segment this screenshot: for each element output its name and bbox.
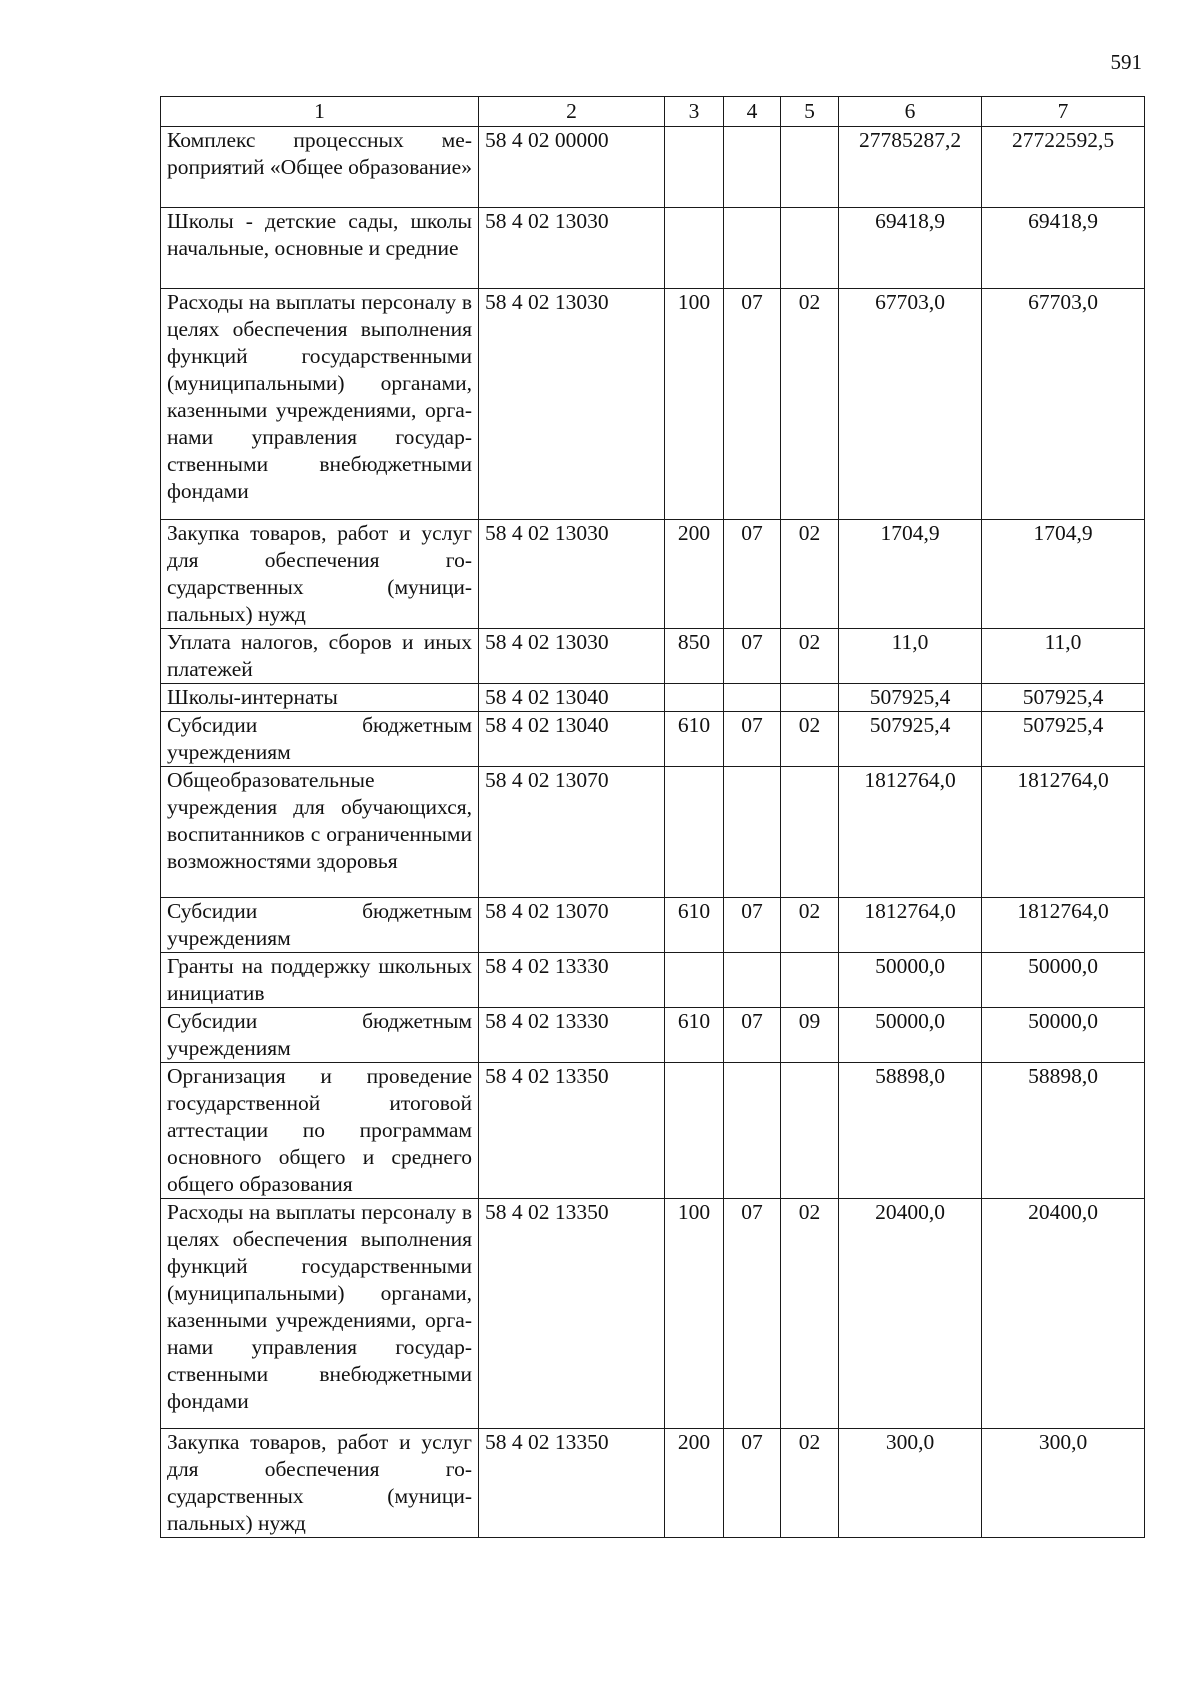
- row-sum1-cell: 507925,4: [839, 712, 982, 767]
- row-name-cell: Организация и проведение государственной итоговой аттестации по программам основного общего и среднего общего образования: [161, 1063, 479, 1199]
- row-name-cell: Расходы на выплаты персоналу в целях обеспечения выполнения функций государственными (муниципальными) органами, казенными учреждениями, органами управления государственными внебюджетными фондами: [161, 1199, 479, 1429]
- row-name-cell: Гранты на поддержку школьных инициатив: [161, 953, 479, 1008]
- table-row: [161, 1063, 1145, 1199]
- row-vr-cell: 610: [665, 898, 724, 953]
- row-vr-cell: [665, 208, 724, 289]
- table-row: [161, 127, 1145, 208]
- row-pr-cell: 02: [781, 1429, 839, 1538]
- row-sum2-cell: 50000,0: [982, 953, 1145, 1008]
- row-code-cell: 58 4 02 13030: [479, 208, 665, 289]
- row-pr-cell: 02: [781, 1199, 839, 1429]
- row-rz-cell: 07: [724, 1199, 781, 1429]
- row-pr-cell: 02: [781, 712, 839, 767]
- row-sum2-cell: 69418,9: [982, 208, 1145, 289]
- row-sum1-cell: 300,0: [839, 1429, 982, 1538]
- row-code-cell: 58 4 02 13040: [479, 684, 665, 712]
- table-row: [161, 953, 1145, 1008]
- row-rz-cell: 07: [724, 1008, 781, 1063]
- row-sum2-cell: 27722592,5: [982, 127, 1145, 208]
- row-vr-cell: 100: [665, 1199, 724, 1429]
- row-name-cell: Субсидии бюджетным учреждениям: [161, 1008, 479, 1063]
- budget-table: [160, 96, 1145, 1538]
- row-code-cell: 58 4 02 13350: [479, 1429, 665, 1538]
- row-sum2-cell: 67703,0: [982, 289, 1145, 520]
- table-row: [161, 289, 1145, 520]
- row-rz-cell: [724, 684, 781, 712]
- row-sum2-cell: 50000,0: [982, 1008, 1145, 1063]
- row-rz-cell: [724, 767, 781, 898]
- row-vr-cell: [665, 127, 724, 208]
- row-pr-cell: [781, 767, 839, 898]
- row-vr-cell: [665, 953, 724, 1008]
- row-code-cell: 58 4 02 13330: [479, 953, 665, 1008]
- row-sum1-cell: 69418,9: [839, 208, 982, 289]
- row-vr-cell: 850: [665, 629, 724, 684]
- row-sum1-cell: 11,0: [839, 629, 982, 684]
- row-pr-cell: [781, 208, 839, 289]
- row-code-cell: 58 4 02 13040: [479, 712, 665, 767]
- row-name-cell: Расходы на выплаты персоналу в целях обеспечения выполнения функций государственными (муниципальными) органами, казенными учреждениями, органами управления государственными внебюджетными фондами: [161, 289, 479, 520]
- table-row: [161, 767, 1145, 898]
- row-name-cell: Общеобразовательные учреждения для обучающихся, воспитанников с ограниченными возможностями здоровья: [161, 767, 479, 898]
- row-rz-cell: 07: [724, 629, 781, 684]
- table-row: [161, 1199, 1145, 1429]
- row-vr-cell: [665, 684, 724, 712]
- row-code-cell: 58 4 02 13030: [479, 629, 665, 684]
- row-name-cell: Закупка товаров, работ и услуг для обеспечения государственных (муниципальных) нужд: [161, 1429, 479, 1538]
- row-sum2-cell: 1812764,0: [982, 898, 1145, 953]
- row-sum2-cell: 507925,4: [982, 712, 1145, 767]
- row-rz-cell: 07: [724, 712, 781, 767]
- row-sum1-cell: 507925,4: [839, 684, 982, 712]
- table-row: [161, 712, 1145, 767]
- row-sum1-cell: 1812764,0: [839, 767, 982, 898]
- row-pr-cell: 09: [781, 1008, 839, 1063]
- row-vr-cell: [665, 767, 724, 898]
- row-sum2-cell: 58898,0: [982, 1063, 1145, 1199]
- row-rz-cell: [724, 1063, 781, 1199]
- row-vr-cell: 200: [665, 520, 724, 629]
- row-rz-cell: 07: [724, 898, 781, 953]
- column-header: 4: [724, 97, 781, 127]
- row-vr-cell: 610: [665, 712, 724, 767]
- row-sum1-cell: 67703,0: [839, 289, 982, 520]
- row-code-cell: 58 4 02 13070: [479, 767, 665, 898]
- row-name-cell: Школы-интернаты: [161, 684, 479, 712]
- row-sum1-cell: 58898,0: [839, 1063, 982, 1199]
- page-number: 591: [1110, 50, 1142, 74]
- row-code-cell: 58 4 02 13030: [479, 289, 665, 520]
- row-rz-cell: 07: [724, 289, 781, 520]
- row-code-cell: 58 4 02 13330: [479, 1008, 665, 1063]
- table-row: [161, 898, 1145, 953]
- row-sum2-cell: 20400,0: [982, 1199, 1145, 1429]
- table-row: [161, 208, 1145, 289]
- row-code-cell: 58 4 02 13030: [479, 520, 665, 629]
- row-code-cell: 58 4 02 13350: [479, 1199, 665, 1429]
- row-sum2-cell: 300,0: [982, 1429, 1145, 1538]
- row-rz-cell: 07: [724, 520, 781, 629]
- row-rz-cell: [724, 208, 781, 289]
- row-sum1-cell: 20400,0: [839, 1199, 982, 1429]
- row-sum2-cell: 507925,4: [982, 684, 1145, 712]
- row-code-cell: 58 4 02 13350: [479, 1063, 665, 1199]
- row-name-cell: Субсидии бюджетным учреждениям: [161, 898, 479, 953]
- row-name-cell: Закупка товаров, работ и услуг для обеспечения государственных (муниципальных) нужд: [161, 520, 479, 629]
- row-pr-cell: 02: [781, 520, 839, 629]
- row-sum1-cell: 27785287,2: [839, 127, 982, 208]
- table-row: [161, 629, 1145, 684]
- row-sum1-cell: 50000,0: [839, 953, 982, 1008]
- row-pr-cell: [781, 127, 839, 208]
- column-header: 7: [982, 97, 1145, 127]
- table-row: [161, 1008, 1145, 1063]
- column-header: 5: [781, 97, 839, 127]
- row-name-cell: Уплата налогов, сборов и иных платежей: [161, 629, 479, 684]
- column-header: 1: [161, 97, 479, 127]
- table-row: [161, 684, 1145, 712]
- row-rz-cell: [724, 953, 781, 1008]
- row-name-cell: Субсидии бюджетным учреждениям: [161, 712, 479, 767]
- row-sum1-cell: 1812764,0: [839, 898, 982, 953]
- table-body: [161, 127, 1145, 1538]
- row-pr-cell: [781, 953, 839, 1008]
- table-row: [161, 1429, 1145, 1538]
- table-header-row: [161, 97, 1145, 127]
- column-header: 6: [839, 97, 982, 127]
- column-header: 2: [479, 97, 665, 127]
- row-rz-cell: 07: [724, 1429, 781, 1538]
- row-pr-cell: 02: [781, 898, 839, 953]
- row-vr-cell: 610: [665, 1008, 724, 1063]
- row-name-cell: Школы - детские сады, школы начальные, основные и средние: [161, 208, 479, 289]
- row-sum1-cell: 50000,0: [839, 1008, 982, 1063]
- row-vr-cell: [665, 1063, 724, 1199]
- column-header: 3: [665, 97, 724, 127]
- row-sum2-cell: 11,0: [982, 629, 1145, 684]
- row-pr-cell: [781, 1063, 839, 1199]
- table-row: [161, 520, 1145, 629]
- row-pr-cell: 02: [781, 629, 839, 684]
- row-code-cell: 58 4 02 13070: [479, 898, 665, 953]
- row-sum2-cell: 1812764,0: [982, 767, 1145, 898]
- row-pr-cell: 02: [781, 289, 839, 520]
- row-rz-cell: [724, 127, 781, 208]
- row-sum1-cell: 1704,9: [839, 520, 982, 629]
- row-sum2-cell: 1704,9: [982, 520, 1145, 629]
- row-vr-cell: 200: [665, 1429, 724, 1538]
- row-code-cell: 58 4 02 00000: [479, 127, 665, 208]
- row-vr-cell: 100: [665, 289, 724, 520]
- row-pr-cell: [781, 684, 839, 712]
- row-name-cell: Комплекс процессных мероприятий «Общее образование»: [161, 127, 479, 208]
